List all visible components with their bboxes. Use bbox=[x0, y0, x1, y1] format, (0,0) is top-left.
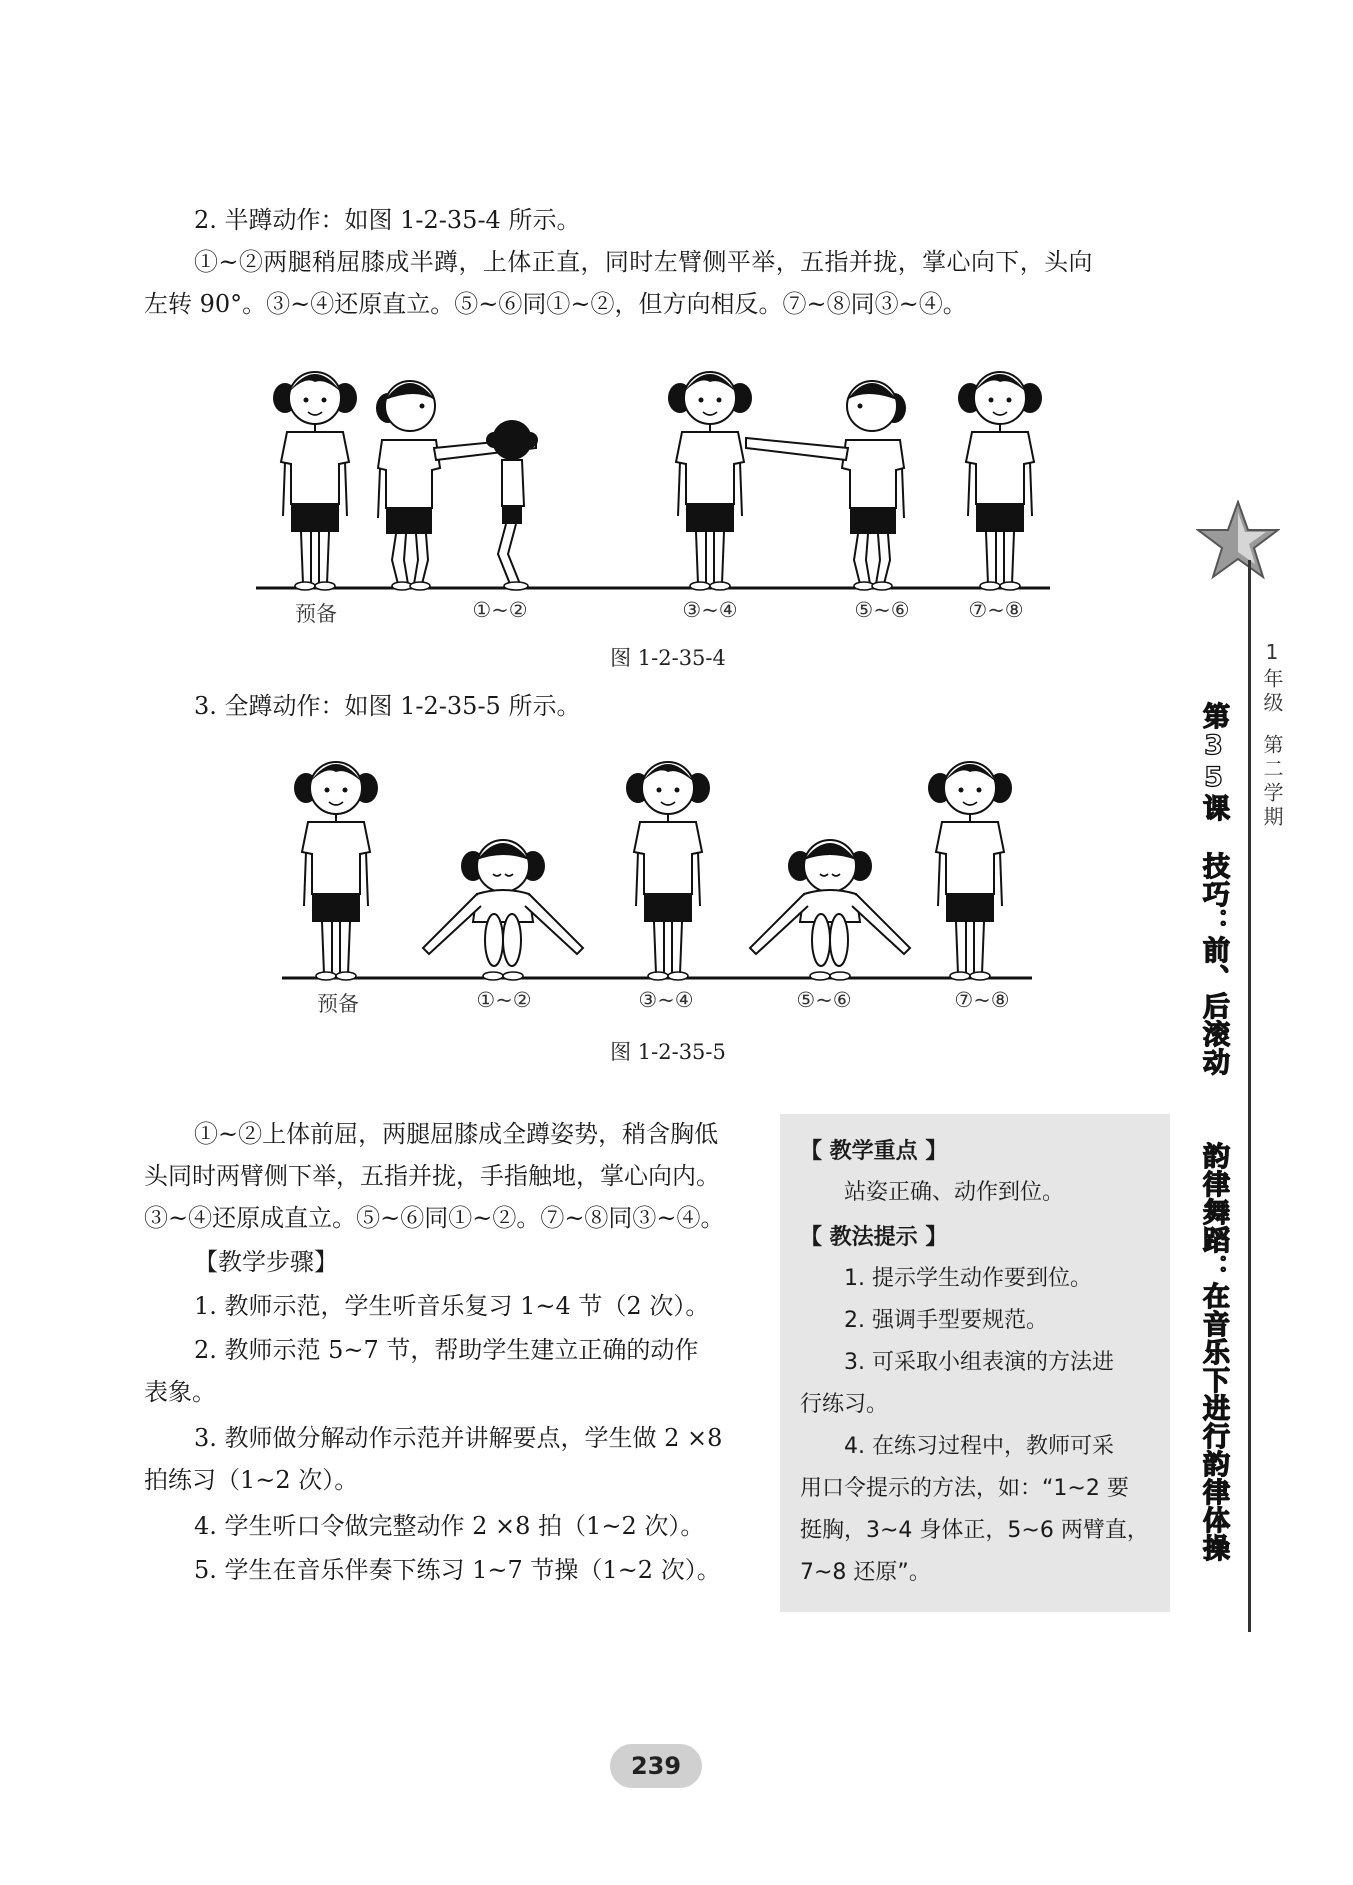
fig5-label-3-4: ③~④ bbox=[638, 988, 694, 1012]
body-desc-line1: ①~②上体前屈，两腿屈膝成全蹲姿势，稍含胸低 bbox=[194, 1120, 719, 1148]
sidebar-lesson: 第35课 bbox=[1198, 702, 1229, 822]
sidebar-rule bbox=[1248, 560, 1251, 1632]
fig5-label-ready: 预备 bbox=[317, 992, 359, 1016]
method-tip-4-line2: 用口令提示的方法，如：“1~2 要 bbox=[800, 1476, 1129, 1501]
method-tip-3-line1: 3. 可采取小组表演的方法进 bbox=[844, 1350, 1114, 1375]
half-squat-illustration bbox=[250, 340, 1070, 600]
step-3-line2: 拍练习（1~2 次）。 bbox=[144, 1466, 359, 1494]
method-tip-4-line3: 挺胸，3~4 身体正，5~6 两臂直， bbox=[800, 1518, 1149, 1543]
key-points-text: 站姿正确、动作到位。 bbox=[844, 1180, 1065, 1205]
fig5-label-1-2: ①~② bbox=[476, 988, 532, 1012]
page-number: 239 bbox=[610, 1744, 702, 1788]
method-tip-4-line1: 4. 在练习过程中，教师可采 bbox=[844, 1434, 1114, 1459]
step-4: 4. 学生听口令做完整动作 2 ×8 拍（1~2 次）。 bbox=[194, 1512, 705, 1540]
key-points-heading: 【 教学重点 】 bbox=[800, 1139, 948, 1164]
step-2-line2: 表象。 bbox=[144, 1378, 216, 1406]
fig4-label-3-4: ③~④ bbox=[682, 598, 738, 622]
sidebar-term: 第二学期 bbox=[1260, 734, 1284, 830]
method-tip-3-line2: 行练习。 bbox=[800, 1392, 889, 1417]
fig5-label-5-6: ⑤~⑥ bbox=[796, 988, 852, 1012]
method-tip-4-line4: 7~8 还原”。 bbox=[800, 1560, 931, 1585]
fig4-label-1-2: ①~② bbox=[472, 598, 528, 622]
figure-half-squat bbox=[250, 340, 1070, 626]
section2-heading: 2. 半蹲动作：如图 1-2-35-4 所示。 bbox=[194, 206, 581, 234]
star-icon bbox=[1196, 500, 1280, 580]
fig4-label-ready: 预备 bbox=[295, 602, 337, 626]
fig4-label-5-6: ⑤~⑥ bbox=[854, 598, 910, 622]
body-desc-line2: 头同时两臂侧下举，五指并拢，手指触地，掌心向内。 bbox=[144, 1162, 720, 1190]
method-tip-2: 2. 强调手型要规范。 bbox=[844, 1308, 1048, 1333]
step-1: 1. 教师示范，学生听音乐复习 1~4 节（2 次）。 bbox=[194, 1292, 710, 1320]
figure4-caption: 图 1-2-35-4 bbox=[610, 646, 726, 670]
steps-heading: 【教学步骤】 bbox=[194, 1248, 338, 1276]
section2-desc-line2: 左转 90°。③~④还原直立。⑤~⑥同①~②，但方向相反。⑦~⑧同③~④。 bbox=[144, 290, 967, 318]
sidebar-grade: 1年级 bbox=[1260, 640, 1284, 716]
step-2-line1: 2. 教师示范 5~7 节，帮助学生建立正确的动作 bbox=[194, 1336, 699, 1364]
method-tips-heading: 【 教法提示 】 bbox=[800, 1225, 948, 1250]
step-5: 5. 学生在音乐伴奏下练习 1~7 节操（1~2 次）。 bbox=[194, 1556, 721, 1584]
section3-heading: 3. 全蹲动作：如图 1-2-35-5 所示。 bbox=[194, 692, 581, 720]
figure-full-squat bbox=[270, 740, 1040, 1016]
sidebar-topic2: 韵律舞蹈：在音乐下进行韵律体操 bbox=[1198, 1142, 1229, 1562]
sidebar-topic1: 技巧：前、后滚动 bbox=[1198, 852, 1229, 1076]
section2-desc-line1: ①~②两腿稍屈膝成半蹲，上体正直，同时左臂侧平举，五指并拢，掌心向下，头向 bbox=[194, 248, 1093, 276]
fig4-label-7-8: ⑦~⑧ bbox=[968, 598, 1024, 622]
fig5-label-7-8: ⑦~⑧ bbox=[954, 988, 1010, 1012]
body-desc-line3: ③~④还原成直立。⑤~⑥同①~②。⑦~⑧同③~④。 bbox=[144, 1204, 725, 1232]
figure5-caption: 图 1-2-35-5 bbox=[610, 1040, 726, 1064]
teaching-tips-box bbox=[780, 1114, 1170, 1612]
method-tip-1: 1. 提示学生动作要到位。 bbox=[844, 1266, 1092, 1291]
step-3-line1: 3. 教师做分解动作示范并讲解要点，学生做 2 ×8 bbox=[194, 1424, 723, 1452]
full-squat-illustration bbox=[270, 740, 1040, 990]
